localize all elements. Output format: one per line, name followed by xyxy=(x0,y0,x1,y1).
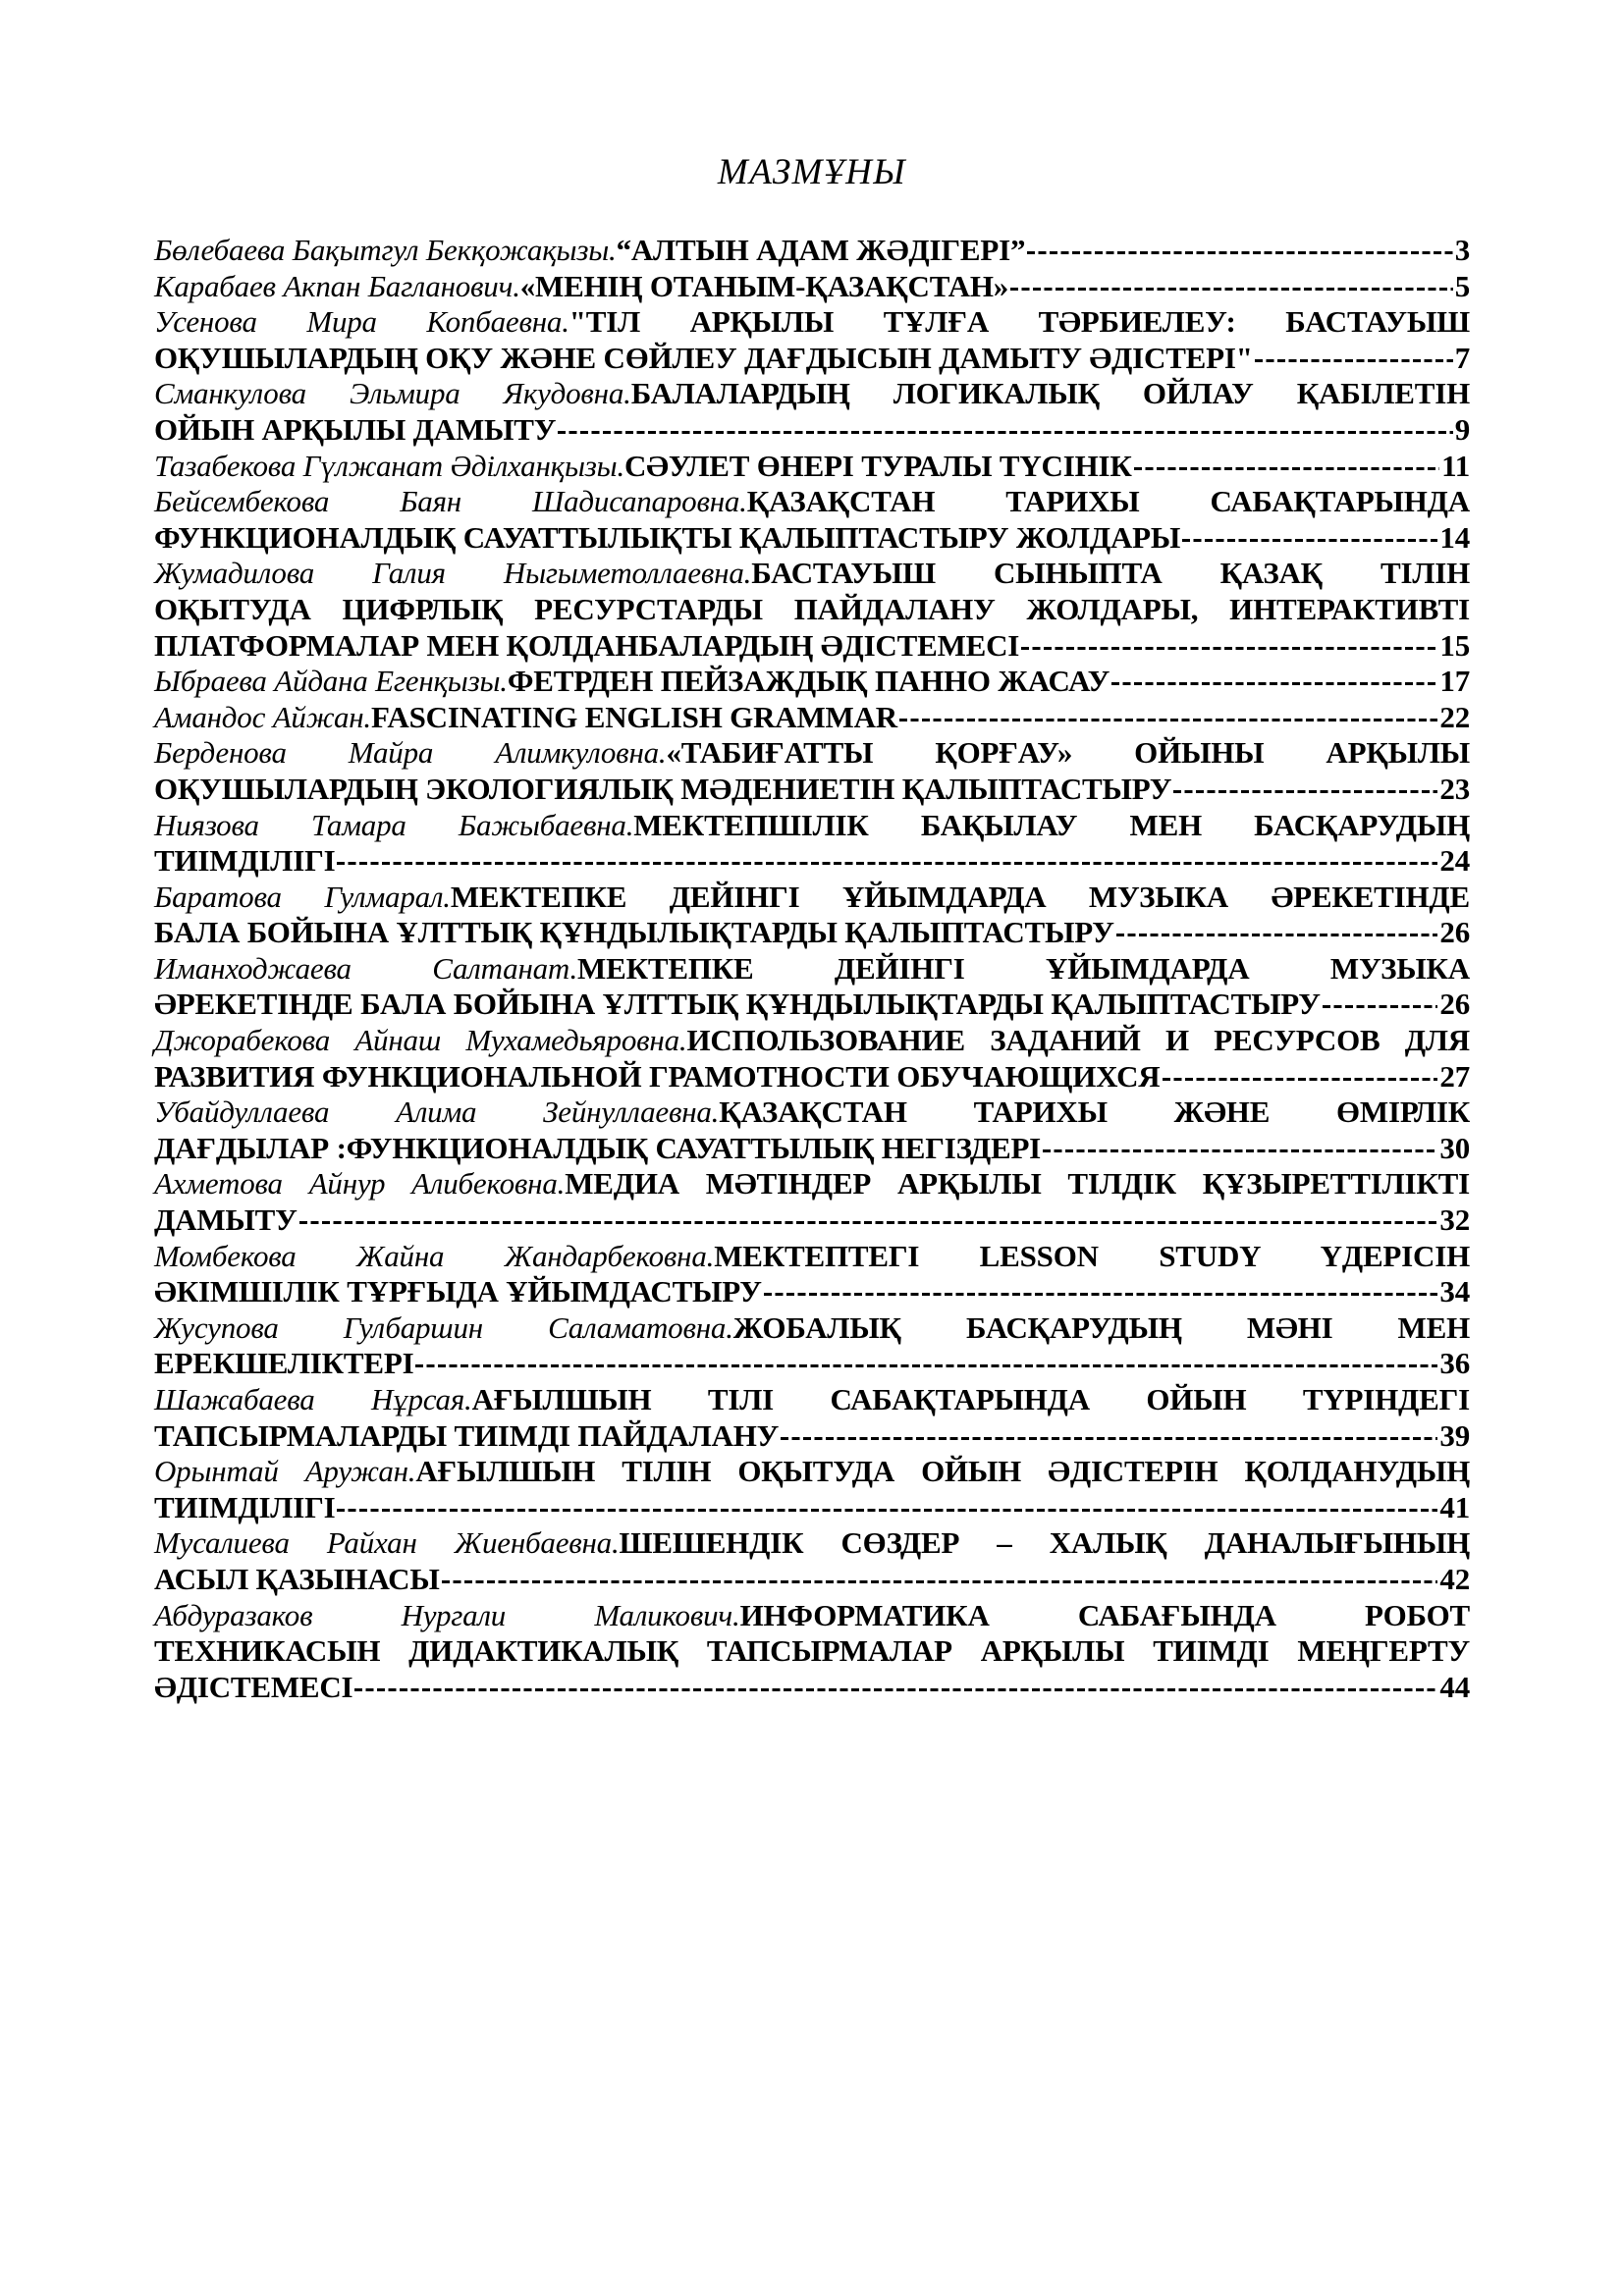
toc-line xyxy=(154,484,1470,520)
entry-title: ФУНКЦИОНАЛДЫҚ САУАТТЫЛЫҚТЫ ҚАЛЫПТАСТЫРУ ЖОЛДАРЫ xyxy=(154,519,1181,555)
toc-line-text xyxy=(154,520,1180,557)
toc-line xyxy=(154,304,1470,341)
toc-entry xyxy=(154,376,1470,448)
page-number: 34 xyxy=(1439,1274,1470,1309)
entry-title: ТИІМДІЛІГІ xyxy=(154,843,336,879)
toc-line xyxy=(154,412,1470,449)
toc-line xyxy=(154,1059,1470,1095)
toc-entry xyxy=(154,449,1470,485)
entry-author: Шажабаева Нұрсая. xyxy=(154,1382,472,1416)
toc-line xyxy=(154,1418,1470,1455)
page-number: 14 xyxy=(1439,519,1470,555)
entry-author: Абдуразаков Нургали Маликович. xyxy=(154,1597,740,1632)
toc-entry xyxy=(154,1095,1470,1166)
toc-line-text xyxy=(154,843,335,880)
entry-title: ИНФОРМАТИКА САБАҒЫНДА РОБОТ xyxy=(739,1597,1470,1632)
entry-author: Жумадилова Галия Ныгыметоллаевна. xyxy=(154,556,752,591)
entry-author: Ниязова Тамара Бажыбаевна. xyxy=(154,807,634,842)
toc-line-text xyxy=(154,233,1025,269)
entry-author: Орынтай Аружан. xyxy=(154,1454,416,1489)
entry-author: Жусупова Гулбаршин Саламатовна. xyxy=(154,1309,733,1345)
toc-entry xyxy=(154,951,1470,1023)
toc-entry xyxy=(154,735,1470,807)
toc-line xyxy=(154,1454,1470,1490)
page-number: 32 xyxy=(1439,1202,1470,1238)
toc-line-text xyxy=(154,1670,352,1706)
entry-title: ҚАЗАҚСТАН ТАРИХЫ ЖӘНЕ ӨМІРЛІК xyxy=(719,1095,1470,1130)
toc-entry xyxy=(154,484,1470,556)
toc-line xyxy=(154,808,1470,844)
toc-line-text xyxy=(154,772,1171,808)
entry-title: ӘДІСТЕМЕСІ xyxy=(154,1669,353,1704)
page-number: 44 xyxy=(1439,1669,1470,1704)
entry-title: ИСПОЛЬЗОВАНИЕ ЗАДАНИЙ И РЕСУРСОВ ДЛЯ xyxy=(686,1023,1470,1058)
toc-line xyxy=(154,951,1470,988)
toc-line xyxy=(154,1202,1470,1239)
toc-line-text xyxy=(154,1490,335,1526)
page-number: 7 xyxy=(1454,340,1470,375)
toc-line xyxy=(154,843,1470,880)
entry-author: Джорабекова Айнаш Мухамедьяровна. xyxy=(154,1023,687,1058)
entry-title: ҚАЗАҚСТАН ТАРИХЫ САБАҚТАРЫНДА xyxy=(746,484,1470,519)
entry-author: Ахметова Айнур Алибековна. xyxy=(154,1166,566,1201)
toc-line-text xyxy=(154,449,1132,485)
entry-author: Сманкулова Эльмира Якудовна. xyxy=(154,376,631,411)
entry-author: Усенова Мира Копбаевна. xyxy=(154,304,569,340)
toc-line xyxy=(154,1131,1470,1167)
toc-line xyxy=(154,987,1470,1023)
toc-entry xyxy=(154,1239,1470,1310)
toc-line xyxy=(154,1239,1470,1275)
toc-entry xyxy=(154,1598,1470,1706)
entry-title: ШЕШЕНДІК СӨЗДЕР – ХАЛЫҚ ДАНАЛЫҒЫНЫҢ xyxy=(619,1525,1470,1561)
page-number: 3 xyxy=(1454,233,1470,267)
toc-line xyxy=(154,1670,1470,1706)
page-number: 15 xyxy=(1439,627,1470,663)
document-title: МАЗМҰНЫ xyxy=(717,152,907,192)
toc-line-text xyxy=(154,1562,440,1598)
toc-entry xyxy=(154,808,1470,880)
entry-title: ТАПСЫРМАЛАРДЫ ТИІМДІ ПАЙДАЛАНУ xyxy=(154,1417,780,1453)
toc-line xyxy=(154,1023,1470,1059)
entry-title: МЕДИА МӘТІНДЕР АРҚЫЛЫ ТІЛДІК ҚҰЗЫРЕТТІЛІКТІ xyxy=(565,1166,1471,1201)
entry-title: АҒЫЛШЫН ТІЛІН ОҚЫТУДА ОЙЫН ӘДІСТЕРІН ҚОЛДАНУДЫҢ xyxy=(415,1454,1470,1489)
entry-title: ПЛАТФОРМАЛАР МЕН ҚОЛДАНБАЛАРДЫҢ ӘДІСТЕМЕСІ xyxy=(154,627,1020,663)
page-number: 42 xyxy=(1439,1561,1470,1596)
page-number: 5 xyxy=(1454,268,1470,303)
page-number: 23 xyxy=(1439,771,1470,806)
entry-title: “АЛТЫН АДАМ ЖӘДІГЕРІ” xyxy=(616,233,1026,267)
toc-line-text xyxy=(154,664,1110,700)
toc-line-text xyxy=(154,915,1114,951)
toc-line-text xyxy=(154,1131,1041,1167)
page-number: 11 xyxy=(1441,448,1470,483)
entry-title: РАЗВИТИЯ ФУНКЦИОНАЛЬНОЙ ГРАМОТНОСТИ ОБУЧАЮЩИХСЯ xyxy=(154,1058,1161,1094)
entry-title: ТИІМДІЛІГІ xyxy=(154,1489,336,1524)
toc-line-text xyxy=(154,269,1008,305)
toc-line xyxy=(154,1382,1470,1418)
toc-entry xyxy=(154,233,1470,269)
entry-title: ОҚЫТУДА ЦИФРЛЫҚ РЕСУРСТАРДЫ ПАЙДАЛАНУ ЖОЛДАРЫ, ИНТЕРАКТИВТІ xyxy=(154,591,1470,626)
toc-line-text xyxy=(154,628,1019,665)
entry-title: ОҚУШЫЛАРДЫҢ ОҚУ ЖӘНЕ СӨЙЛЕУ ДАҒДЫСЫН ДАМЫТУ ӘДІСТЕРІ" xyxy=(154,340,1253,375)
toc-line xyxy=(154,664,1470,700)
entry-title: ӘРЕКЕТІНДЕ БАЛА БОЙЫНА ҰЛТТЫҚ ҚҰНДЫЛЫҚТАРДЫ ҚАЛЫПТАСТЫРУ xyxy=(154,987,1321,1022)
toc-line xyxy=(154,880,1470,916)
entry-author: Убайдуллаева Алима Зейнуллаевна. xyxy=(154,1095,720,1130)
entry-title: FASCINATING ENGLISH GRAMMAR xyxy=(370,699,897,734)
entry-title: СӘУЛЕТ ӨНЕРІ ТУРАЛЫ ТҮСІНІК xyxy=(624,448,1132,483)
toc-line-text xyxy=(154,1418,779,1455)
toc-line xyxy=(154,1274,1470,1310)
toc-line-text xyxy=(154,1059,1161,1095)
toc-line-text xyxy=(154,1274,762,1310)
entry-title: ФЕТРДЕН ПЕЙЗАЖДЫҚ ПАННО ЖАСАУ xyxy=(507,664,1110,699)
entry-title: ДАМЫТУ xyxy=(154,1202,298,1238)
toc-line-text xyxy=(154,412,556,449)
entry-author: Карабаев Акпан Багланович. xyxy=(154,268,520,303)
toc-line xyxy=(154,233,1470,269)
entry-author: Баратова Гулмарал. xyxy=(154,879,451,914)
toc-entry xyxy=(154,556,1470,664)
toc-entry xyxy=(154,304,1470,376)
entry-title: ДАҒДЫЛАР :ФУНКЦИОНАЛДЫҚ САУАТТЫЛЫҚ НЕГІЗДЕРІ xyxy=(154,1130,1042,1165)
entry-title: «ТАБИҒАТТЫ ҚОРҒАУ» ОЙЫНЫ АРҚЫЛЫ xyxy=(666,735,1470,771)
toc-line-text xyxy=(154,341,1253,377)
page-number: 24 xyxy=(1439,843,1470,879)
entry-title: ЖОБАЛЫҚ БАСҚАРУДЫҢ МӘНІ МЕН xyxy=(732,1309,1470,1345)
toc-line xyxy=(154,1095,1470,1131)
toc-line xyxy=(154,1490,1470,1526)
toc-line xyxy=(154,592,1470,628)
entry-author: Бейсембекова Баян Шадисапаровна. xyxy=(154,484,747,519)
entry-title: МЕКТЕПШІЛІК БАҚЫЛАУ МЕН БАСҚАРУДЫҢ xyxy=(633,807,1471,842)
entry-author: Тазабекова Гүлжанат Әділханқызы. xyxy=(154,448,624,483)
entry-title: ТЕХНИКАСЫН ДИДАКТИКАЛЫҚ ТАПСЫРМАЛАР АРҚЫЛЫ ТИІМДІ МЕҢГЕРТУ xyxy=(154,1633,1470,1669)
entry-title: МЕКТЕПТЕГІ LESSON STUDY ҮДЕРІСІН xyxy=(714,1238,1470,1273)
entry-author: Берденова Майра Алимкуловна. xyxy=(154,735,667,771)
entry-author: Ыбраева Айдана Егенқызы. xyxy=(154,664,508,699)
entry-title: ЕРЕКШЕЛІКТЕРІ xyxy=(154,1346,414,1381)
toc-line-text xyxy=(154,1202,298,1239)
toc-entry xyxy=(154,1382,1470,1454)
toc-line xyxy=(154,1525,1470,1562)
toc-entry xyxy=(154,880,1470,951)
page-number: 41 xyxy=(1439,1489,1470,1524)
toc-entry xyxy=(154,269,1470,305)
entry-author: Бөлебаева Бақытгул Бекқожақызы. xyxy=(154,233,617,267)
toc-line xyxy=(154,735,1470,772)
page-number: 17 xyxy=(1439,664,1470,699)
entry-title: «МЕНІҢ ОТАНЫМ-ҚАЗАҚСТАН» xyxy=(519,268,1009,303)
toc-line xyxy=(154,628,1470,665)
entry-title: БАСТАУЫШ СЫНЫПТА ҚАЗАҚ ТІЛІН xyxy=(751,556,1470,591)
toc-line xyxy=(154,915,1470,951)
page-number: 27 xyxy=(1439,1058,1470,1094)
toc-line xyxy=(154,1598,1470,1634)
toc-line xyxy=(154,1310,1470,1347)
entry-title: АСЫЛ ҚАЗЫНАСЫ xyxy=(154,1561,440,1596)
toc-line xyxy=(154,1633,1470,1670)
toc-line-text xyxy=(154,987,1321,1023)
toc-line xyxy=(154,520,1470,557)
entry-title: МЕКТЕПКЕ ДЕЙІНГІ ҰЙЫМДАРДА МУЗЫКА ӘРЕКЕТІНДЕ xyxy=(450,879,1470,914)
page-number: 39 xyxy=(1439,1417,1470,1453)
entry-title: "ТІЛ АРҚЫЛЫ ТҰЛҒА ТӘРБИЕЛЕУ: БАСТАУЫШ xyxy=(568,304,1470,340)
toc-line xyxy=(154,772,1470,808)
page-number: 36 xyxy=(1439,1346,1470,1381)
toc-entry xyxy=(154,1166,1470,1238)
toc-line xyxy=(154,376,1470,412)
entry-title: ОҚУШЫЛАРДЫҢ ЭКОЛОГИЯЛЫҚ МӘДЕНИЕТІН ҚАЛЫПТАСТЫРУ xyxy=(154,771,1172,806)
toc-entry xyxy=(154,1310,1470,1382)
entry-author: Мусалиева Райхан Жиенбаевна. xyxy=(154,1525,620,1561)
page-number: 9 xyxy=(1454,411,1470,447)
toc-entry xyxy=(154,1023,1470,1095)
page-number: 30 xyxy=(1439,1130,1470,1165)
entry-author: Амандос Айжан. xyxy=(154,699,371,734)
toc-line xyxy=(154,556,1470,592)
toc-entry xyxy=(154,700,1470,736)
toc-line xyxy=(154,1562,1470,1598)
toc-line xyxy=(154,1166,1470,1202)
entry-title: ОЙЫН АРҚЫЛЫ ДАМЫТУ xyxy=(154,411,557,447)
page-number: 26 xyxy=(1439,987,1470,1022)
page-number: 22 xyxy=(1439,699,1470,734)
toc-line xyxy=(154,700,1470,736)
entry-title: БАЛАЛАРДЫҢ ЛОГИКАЛЫҚ ОЙЛАУ ҚАБІЛЕТІН xyxy=(630,376,1470,411)
entry-author: Момбекова Жайна Жандарбековна. xyxy=(154,1238,715,1273)
toc-entry xyxy=(154,664,1470,700)
toc-line xyxy=(154,449,1470,485)
entry-title: БАЛА БОЙЫНА ҰЛТТЫҚ ҚҰНДЫЛЫҚТАРДЫ ҚАЛЫПТАСТЫРУ xyxy=(154,915,1114,950)
entry-author: Иманходжаева Салтанат. xyxy=(154,950,578,986)
toc-line xyxy=(154,341,1470,377)
toc-line-text xyxy=(154,700,897,736)
toc-line xyxy=(154,1346,1470,1382)
toc-entries xyxy=(154,233,1470,1705)
entry-title: МЕКТЕПКЕ ДЕЙІНГІ ҰЙЫМДАРДА МУЗЫКА xyxy=(577,950,1470,986)
toc-entry xyxy=(154,1525,1470,1597)
toc-line xyxy=(154,269,1470,305)
entry-title: ӘКІМШІЛІК ТҰРҒЫДА ҰЙЫМДАСТЫРУ xyxy=(154,1274,762,1309)
entry-title: АҒЫЛШЫН ТІЛІ САБАҚТАРЫНДА ОЙЫН ТҮРІНДЕГІ xyxy=(471,1382,1470,1416)
toc-line-text xyxy=(154,1346,413,1382)
page-number: 26 xyxy=(1439,915,1470,950)
toc-entry xyxy=(154,1454,1470,1525)
